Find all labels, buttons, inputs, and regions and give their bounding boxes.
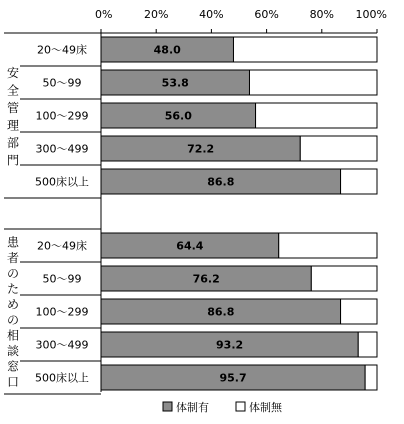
value-label: 56.0 — [164, 109, 192, 123]
category-label: 300〜499 — [35, 142, 89, 156]
bar-segment-no — [233, 37, 377, 62]
x-tick-label: 0% — [95, 8, 113, 21]
x-tick-label: 60% — [254, 8, 279, 21]
bar-segment-no — [341, 169, 377, 194]
category-label: 500床以上 — [35, 371, 89, 385]
category-label: 20〜49床 — [37, 43, 87, 57]
bar-segment-no — [256, 103, 377, 128]
group-labels — [7, 65, 20, 389]
category-label: 500床以上 — [35, 175, 89, 189]
value-label: 86.8 — [207, 305, 235, 319]
value-label: 86.8 — [207, 175, 235, 189]
category-label: 100〜299 — [35, 305, 89, 319]
x-tick-label: 100% — [355, 8, 387, 21]
legend-label-no: 体制無 — [249, 401, 282, 414]
tick-labels — [95, 8, 387, 21]
bar-segment-no — [311, 266, 377, 291]
bar-segment-no — [365, 365, 377, 390]
value-label: 95.7 — [219, 371, 247, 385]
category-labels — [35, 43, 89, 385]
value-label: 64.4 — [176, 239, 204, 253]
x-tick-label: 20% — [143, 8, 169, 21]
value-label: 76.2 — [192, 272, 220, 286]
group-label: 患者のための相談窓口 — [6, 235, 20, 389]
category-label: 20〜49床 — [37, 239, 87, 253]
bar-segment-no — [279, 233, 377, 258]
bar-segment-no — [358, 332, 377, 357]
category-label: 100〜299 — [35, 109, 89, 123]
group-label: 安全管理部門 — [6, 66, 20, 168]
legend-swatch-no — [236, 402, 245, 411]
legend — [163, 400, 283, 414]
category-label: 50〜99 — [42, 272, 82, 286]
value-label: 72.2 — [187, 142, 215, 156]
bar-segment-no — [341, 299, 377, 324]
bar-segment-no — [249, 70, 377, 95]
category-label: 300〜499 — [35, 338, 89, 352]
category-label: 50〜99 — [42, 76, 82, 90]
value-label: 53.8 — [161, 76, 189, 90]
legend-label-yes: 体制有 — [176, 401, 209, 414]
bar-segment-no — [300, 136, 377, 161]
value-label: 93.2 — [216, 338, 244, 352]
legend-swatch-yes — [163, 402, 172, 411]
x-tick-label: 80% — [309, 8, 335, 21]
bars — [101, 37, 377, 390]
value-label: 48.0 — [153, 43, 181, 57]
x-tick-label: 40% — [199, 8, 224, 21]
